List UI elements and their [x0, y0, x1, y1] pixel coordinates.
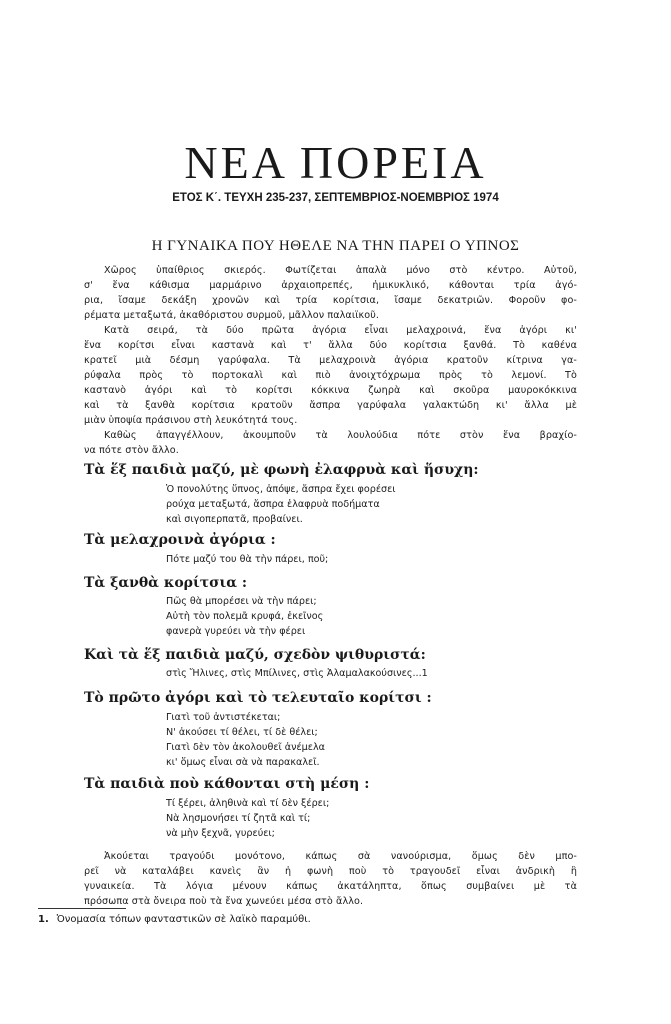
stanza-voice: Τὰ παιδιὰ ποὺ κάθονται στὴ μέση :: [84, 776, 370, 792]
verse-line: στὶς Ἤλινες, στὶς Μπίλινες, στὶς Ἀλαμαλακούσινες...1: [166, 668, 428, 679]
verse-line: καὶ σιγοπερπατᾶ, προβαίνει.: [166, 514, 303, 525]
intro-line: να πότε στὸν ἄλλο.: [84, 445, 179, 456]
footnote-rule: [38, 908, 126, 909]
intro-line: ρια, ἴσαμε δεκάξη χρονῶν καὶ τρία κορίτσια, ἴσαμε δεκατριῶν. Φοροῦν φο-: [84, 295, 577, 306]
verse-line: ρούχα μεταξωτά, ἄσπρα ἐλαφρυὰ ποδήματα: [166, 499, 380, 510]
verse-line: Αὐτὴ τὸν πολεμᾶ κρυφά, ἐκεῖνος: [166, 611, 324, 622]
intro-line: καστανὸ ἀγόρι καὶ τὸ κορίτσι κόκκινα ζωηρὰ καὶ σκοῦρα μαυροκόκκινα: [84, 385, 577, 396]
verse-line: Ὁ πονολύτης ὕπνος, ἀπόψε, ἄσπρα ἔχει φορέσει: [166, 484, 396, 495]
verse-line: νὰ μὴν ξεχνᾶ, γυρεύει;: [166, 828, 275, 839]
verse-line: Γιατὶ τοῦ ἀντιστέκεται;: [166, 712, 281, 723]
verse-line: φανερὰ γυρεύει νὰ τὴν φέρει: [166, 626, 306, 637]
verse-line: κι' ὅμως εἶναι σὰ νὰ παρακαλεῖ.: [166, 757, 320, 768]
verse-line: Τί ξέρει, ἀληθινὰ καὶ τί δὲν ξέρει;: [166, 798, 330, 809]
verse-line: Πότε μαζύ του θὰ τὴν πάρει, ποῦ;: [166, 554, 329, 565]
closing-line: γυναικεία. Τὰ λόγια μένουν κάπως ἀκατάληπτα, ὅπως συμβαίνει μὲ τὰ: [84, 881, 577, 892]
stanza-voice: Τὰ ἕξ παιδιὰ μαζύ, μὲ φωνὴ ἐλαφρυὰ καὶ ἥσυχη:: [84, 462, 479, 478]
intro-line: ρύφαλα πρὸς τὸ πορτοκαλὶ καὶ πιὸ ἀνοιχτόχρωμα πρὸς τὸ λεμονί. Τὸ: [84, 370, 577, 381]
intro-line: Κατὰ σειρά, τὰ δύο πρῶτα ἀγόρια εἶναι μελαχροινά, ἕνα ἀγόρι κι': [104, 325, 577, 336]
intro-line: καὶ τὰ ξανθὰ κορίτσια κρατοῦν ἄσπρα γαρύφαλα γαλακτώδη κι' ἄλλα μὲ: [84, 400, 577, 411]
stanza-voice: Τὰ μελαχροινὰ ἀγόρια :: [84, 532, 276, 548]
footnote-text: Ὀνομασία τόπων φανταστικῶν σὲ λαϊκὸ παραμύθι.: [56, 914, 311, 925]
closing-line: ρεῖ νὰ καταλάβει κανεὶς ἂν ἡ φωνὴ ποὺ τὸ τραγουδεῖ εἶναι ἀνδρικὴ ἢ: [84, 866, 577, 877]
closing-line: Ἀκούεται τραγούδι μονότονο, κάπως σὰ νανούρισμα, ὅμως δὲν μπο-: [104, 851, 577, 862]
verse-line: Ν' ἀκούσει τί θέλει, τί δὲ θέλει;: [166, 727, 318, 738]
intro-line: σ' ἕνα κάθισμα μαρμάρινο ἀρχαιοπρεπές, ἡμικυκλικό, κάθονται τρία ἀγό-: [84, 280, 577, 291]
verse-line: Γιατὶ δὲν τὸν ἀκολουθεῖ ἀνέμελα: [166, 742, 325, 753]
intro-line: Χῶρος ὑπαίθριος σκιερός. Φωτίζεται ἁπαλὰ μόνο στὸ κέντρο. Αὐτοῦ,: [104, 265, 577, 276]
masthead: ΝΕΑ ΠΟΡΕΙΑ: [184, 137, 487, 188]
closing-line: πρόσωπα στὰ ὄνειρα ποὺ τὰ ἔνα χωνεύει μέσα στὸ ἄλλο.: [84, 896, 364, 907]
intro-line: μιὰν ὑποψία πράσινου στὴ λευκότητά τους.: [84, 415, 298, 426]
footnote: [38, 914, 311, 925]
stanza-voice: Τὰ ξανθὰ κορίτσια :: [84, 575, 248, 591]
verse-line: Πῶς θὰ μπορέσει νὰ τὴν πάρει;: [166, 596, 317, 607]
intro-line: Καθὼς ἀπαγγέλλουν, ἀκουμποῦν τὰ λουλούδια πότε στὸν ἕνα βραχίο-: [104, 430, 577, 441]
footnote-number: 1.: [38, 914, 49, 925]
intro-line: ρέματα μεταξωτά, ἀκαθόριστου συρμοῦ, μᾶλλον παλαιϊκοῦ.: [84, 310, 380, 321]
stanza-voice: Καὶ τὰ ἕξ παιδιὰ μαζύ, σχεδὸν ψιθυριστά:: [84, 647, 426, 663]
intro-line: ἕνα κορίτσι εἶναι καστανὰ καὶ τ' ἄλλα δύο κορίτσια ξανθά. Τὸ καθένα: [84, 340, 577, 351]
verse-line: Νὰ λησμονήσει τί ζητᾶ καὶ τί;: [166, 813, 311, 824]
article-title: Η ΓΥΝΑΙΚΑ ΠΟΥ ΗΘΕΛΕ ΝΑ ΤΗΝ ΠΑΡΕΙ Ο ΥΠΝΟΣ: [151, 238, 520, 254]
stanza-voice: Τὸ πρῶτο ἀγόρι καὶ τὸ τελευταῖο κορίτσι :: [84, 690, 432, 706]
intro-line: κρατεῖ μιὰ δέσμη γαρύφαλα. Τὰ μελαχροινὰ ἀγόρια κρατοῦν κίτρινα γα-: [84, 355, 577, 366]
issue-line: ΕΤΟΣ Κ΄. ΤΕΥΧΗ 235-237, ΣΕΠΤΕΜΒΡΙΟΣ-ΝΟΕΜΒΡΙΟΣ 1974: [172, 192, 499, 204]
